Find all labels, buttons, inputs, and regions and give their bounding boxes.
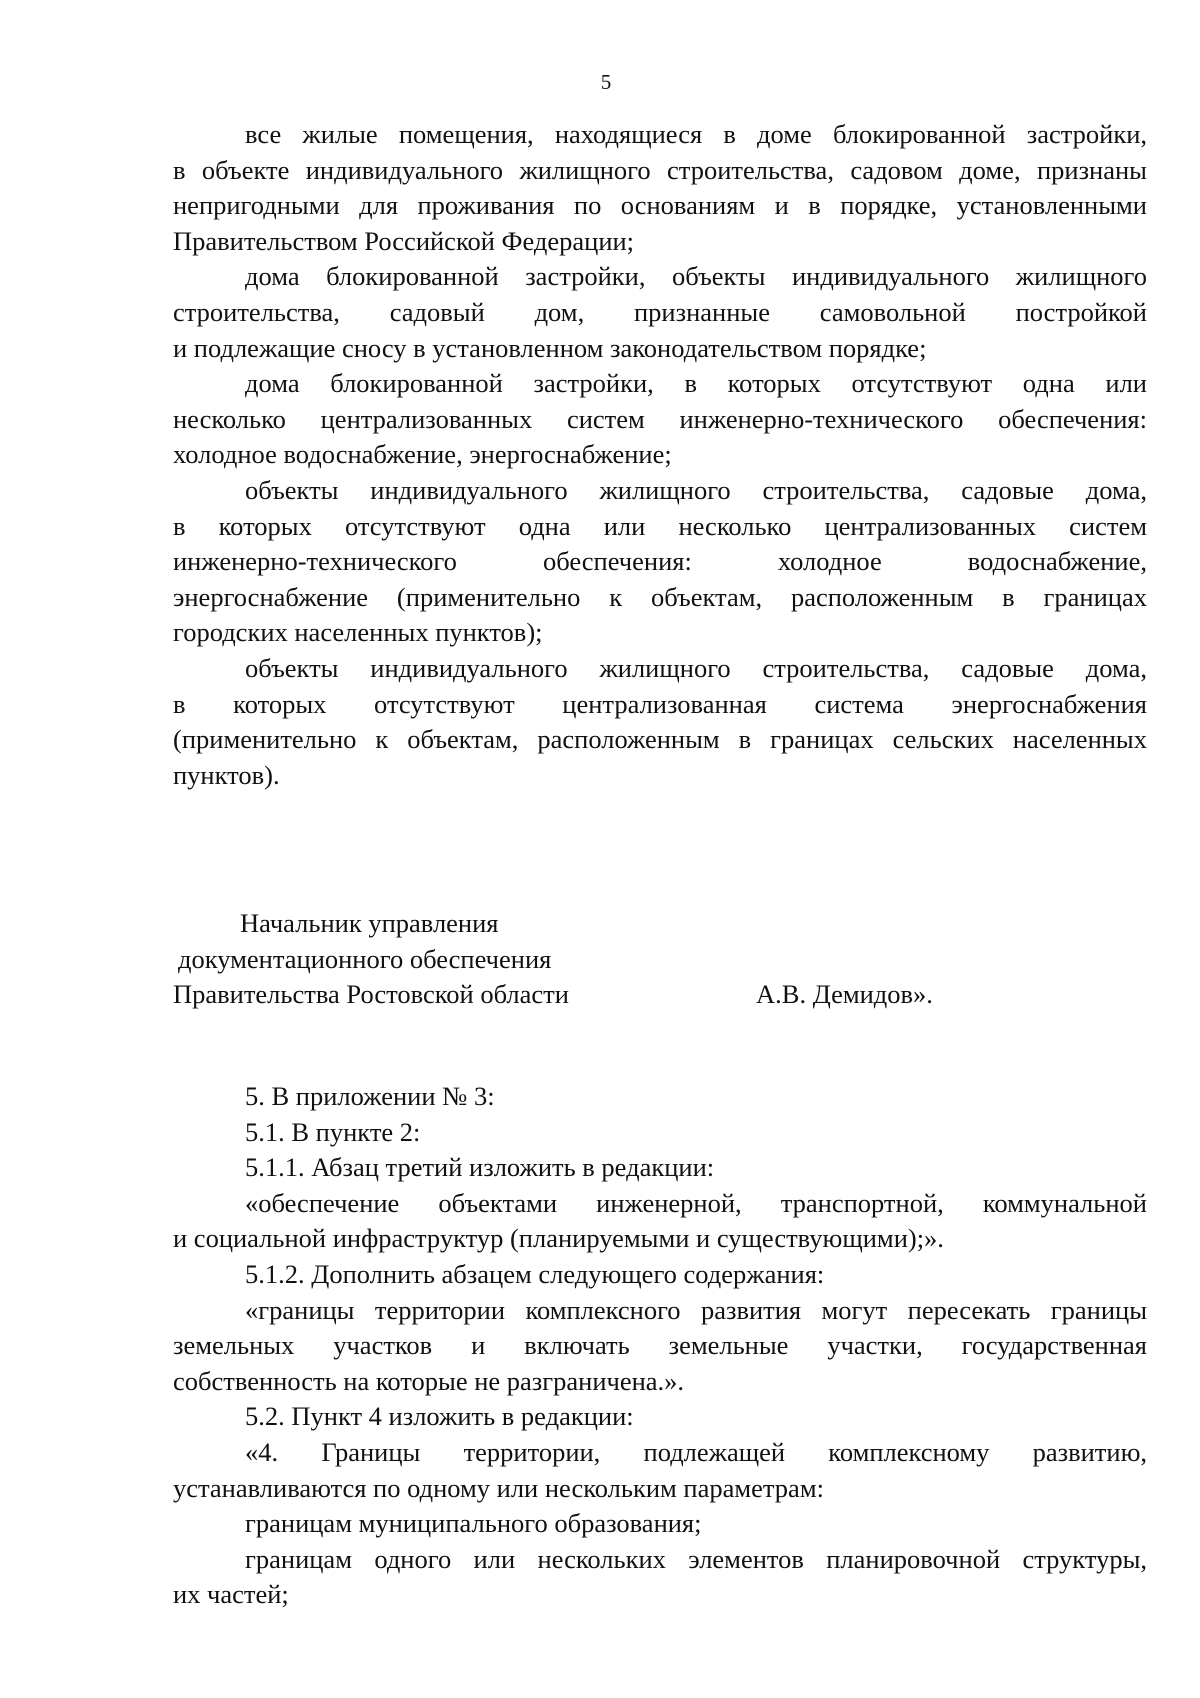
text-line: границам муниципального образования; [245,1508,702,1539]
text-line: и социальной инфраструктур (планируемыми и существующими);». [173,1223,944,1254]
text-line: объекты индивидуального жилищного строительства, садовые дома, [245,474,1147,505]
text-line: «границы территории комплексного развития могут пересекать границы [245,1294,1147,1325]
text-line: и подлежащие сносу в установленном законодательством порядке; [173,332,927,363]
signer-name: А.В. Демидов». [756,979,933,1010]
text-line: собственность на которые не разграничена.». [173,1365,685,1396]
text-line: 5.1.1. Абзац третий изложить в редакции: [245,1152,715,1183]
text-line: 5.1. В пункте 2: [245,1116,421,1147]
page-number: 5 [600,70,612,94]
body-text-top [173,117,1147,793]
text-line: в объекте индивидуального жилищного строительства, садовом доме, признаны [173,154,1147,185]
text-line: дома блокированной застройки, объекты индивидуального жилищного [245,261,1147,292]
paragraph [173,1542,1147,1613]
paragraph [173,366,1147,473]
text-line: 5.1.2. Дополнить абзацем следующего содержания: [245,1258,825,1289]
text-line: (применительно к объектам, расположенным в границах сельских населенных [173,724,1147,755]
signature-block [173,906,1147,1013]
text-line: холодное водоснабжение, энергоснабжение; [173,439,672,470]
paragraph [173,1506,1147,1542]
text-line: в которых отсутствуют одна или несколько централизованных систем [173,510,1147,541]
text-line: пунктов). [173,759,280,790]
text-line: 5.2. Пункт 4 изложить в редакции: [245,1401,634,1432]
text-line: «обеспечение объектами инженерной, транспортной, коммунальной [245,1187,1147,1218]
text-line: дома блокированной застройки, в которых отсутствуют одна или [245,368,1147,399]
text-line: все жилые помещения, находящиеся в доме блокированной застройки, [245,119,1147,149]
paragraph [173,1399,1147,1435]
text-line: 5. В приложении № 3: [245,1081,495,1111]
text-line: их частей; [173,1579,289,1610]
signer-title-line-3: Правительства Ростовской области [173,979,569,1010]
text-line: земельных участков и включать земельные участки, государственная [173,1330,1147,1361]
text-line: несколько централизованных систем инженерно-технического обеспечения: [173,403,1147,434]
text-line: энергоснабжение (применительно к объектам, расположенным в границах [173,581,1147,612]
text-line: в которых отсутствуют централизованная система энергоснабжения [173,688,1147,719]
signer-title-line-2: документационного обеспечения [178,943,552,974]
paragraph [173,473,1147,651]
paragraph [173,259,1147,366]
paragraph [173,1079,1147,1115]
body-text-bottom [173,1079,1147,1613]
paragraph [173,1115,1147,1151]
paragraph [173,117,1147,259]
text-line: городских населенных пунктов); [173,617,543,648]
paragraph [173,1150,1147,1186]
text-line: непригодными для проживания по основаниям и в порядке, установленными [173,190,1147,221]
paragraph [173,1293,1147,1400]
paragraph [173,1257,1147,1293]
text-line: объекты индивидуального жилищного строительства, садовые дома, [245,652,1147,683]
text-line: инженерно-технического обеспечения: холодное водоснабжение, [173,546,1147,577]
text-line: «4. Границы территории, подлежащей комплексному развитию, [245,1436,1147,1467]
text-line: границам одного или нескольких элементов планировочной структуры, [245,1543,1147,1574]
paragraph [173,1435,1147,1506]
signer-title-line-1: Начальник управления [240,908,499,938]
text-line: устанавливаются по одному или нескольким параметрам: [173,1472,824,1503]
paragraph [173,651,1147,793]
text-line: строительства, садовый дом, признанные самовольной постройкой [173,296,1147,327]
text-line: Правительством Российской Федерации; [173,225,635,256]
paragraph [173,1186,1147,1257]
